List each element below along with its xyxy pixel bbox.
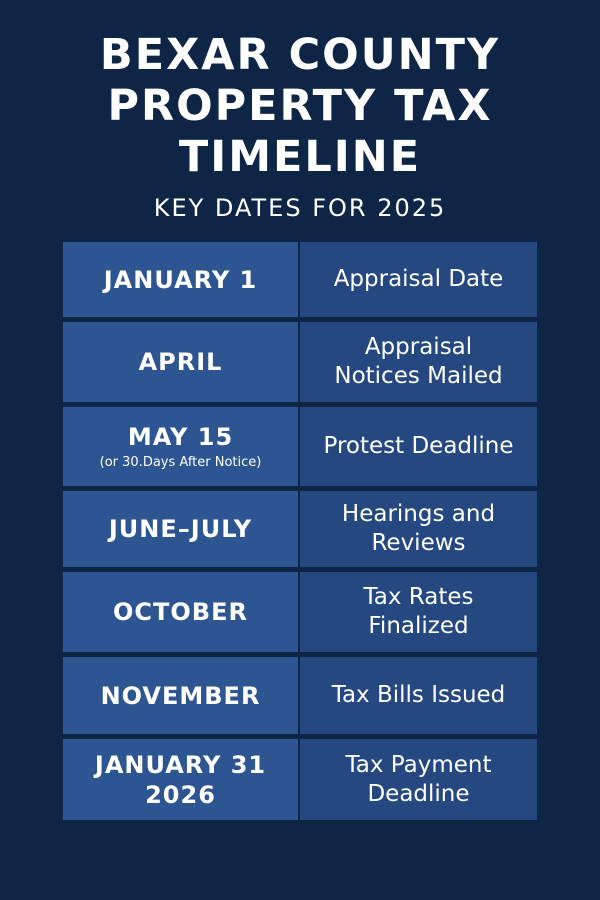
title-line: TIMELINE <box>178 132 422 182</box>
timeline-row-june-july <box>63 491 537 567</box>
date-cell <box>63 657 298 734</box>
event-label: Hearings and Reviews <box>341 501 496 556</box>
event-cell <box>300 572 537 652</box>
date-label: JANUARY 31 2026 <box>94 750 267 809</box>
event-cell <box>300 322 537 402</box>
date-label: JUNE–JULY <box>108 515 253 543</box>
date-cell <box>63 407 298 486</box>
timeline-row-january-31-2026 <box>63 739 537 820</box>
event-label: Appraisal Date <box>333 266 504 292</box>
event-cell <box>300 491 537 567</box>
date-label: APRIL <box>138 348 223 376</box>
date-label: NOVEMBER <box>100 681 261 710</box>
timeline-row-january-1 <box>63 242 537 317</box>
date-cell <box>63 322 298 402</box>
date-cell <box>63 242 298 317</box>
date-label: JANUARY 1 <box>103 265 258 294</box>
date-label: OCTOBER <box>113 598 248 626</box>
date-cell <box>63 572 298 652</box>
page-subtitle: KEY DATES FOR 2025 <box>153 194 447 222</box>
timeline-row-october <box>63 572 537 652</box>
title-line: BEXAR COUNTY <box>99 30 501 80</box>
event-label: Protest Deadline <box>323 433 514 459</box>
event-cell <box>300 242 537 317</box>
event-cell <box>300 407 537 486</box>
date-note: (or 30.Days After Notice) <box>99 454 262 470</box>
event-label: Appraisal Notices Mailed <box>334 334 503 389</box>
page-title <box>0 30 600 183</box>
date-label: MAY 15 <box>127 422 234 451</box>
event-label: Tax Rates Finalized <box>363 584 474 639</box>
event-cell <box>300 657 537 734</box>
timeline-row-november <box>63 657 537 734</box>
timeline-table <box>63 242 537 820</box>
timeline-row-may-15 <box>63 407 537 486</box>
event-label: Tax Bills Issued <box>331 682 506 708</box>
date-cell <box>63 491 298 567</box>
event-label: Tax Payment Deadline <box>345 751 492 807</box>
timeline-row-april <box>63 322 537 402</box>
title-line: PROPERTY TAX <box>107 81 493 131</box>
date-cell <box>63 739 298 820</box>
event-cell <box>300 739 537 820</box>
